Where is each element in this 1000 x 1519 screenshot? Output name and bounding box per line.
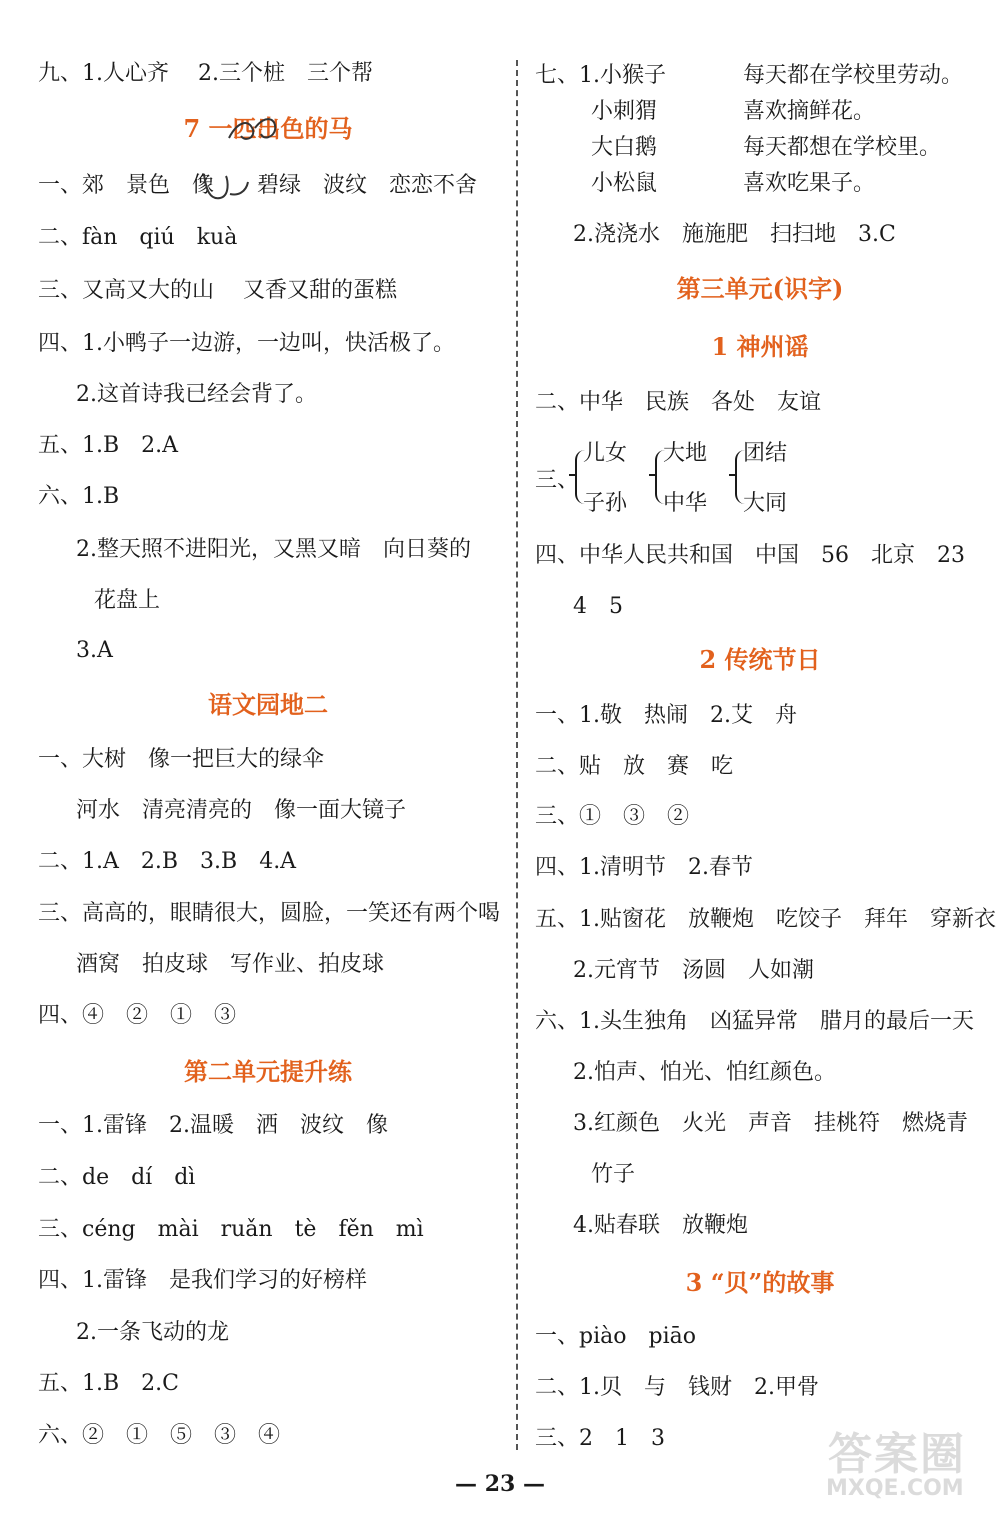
answer-line: 每天都想在学校里。 — [743, 135, 942, 160]
answer-line: 三、高高的，眼睛很大，圆脸，一笑还有两个喝 — [38, 901, 501, 926]
answer-line: 七、1.小猴子 — [535, 63, 666, 88]
answer-line: 2.元宵节 汤圆 人如潮 — [573, 958, 814, 983]
answer-line: 五、1.B 2.C — [38, 1371, 179, 1396]
column-divider — [516, 60, 518, 1450]
answer-line: 3.A — [76, 638, 113, 663]
answer-line: 三、 — [535, 468, 580, 493]
watermark-url: MXQE.COM — [826, 1476, 964, 1501]
answer-line: 二、1.贝 与 钱财 2.甲骨 — [535, 1375, 819, 1400]
section-heading: 第三单元(识字) — [676, 274, 844, 303]
answer-line: 四、1.雷锋 是我们学习的好榜样 — [38, 1268, 367, 1293]
page-number: — 23 — — [455, 1471, 545, 1497]
section-heading: 3 “贝”的故事 — [685, 1268, 835, 1297]
answer-line: 一、1.敬 热闹 2.艾 舟 — [535, 703, 797, 728]
section-heading: 语文园地二 — [208, 690, 328, 719]
section-heading: 第二单元提升练 — [184, 1057, 352, 1086]
answer-line: 酒窝 拍皮球 写作业、拍皮球 — [76, 952, 385, 977]
answer-line: 3.红颜色 火光 声音 挂桃符 燃烧青 — [573, 1111, 968, 1136]
watermark-logo-text: 答案圈 — [828, 1429, 966, 1480]
answer-line: 一、1.雷锋 2.温暖 洒 波纹 像 — [38, 1113, 388, 1138]
answer-line: 2.一条飞动的龙 — [76, 1320, 229, 1345]
answer-line: 二、1.A 2.B 3.B 4.A — [38, 849, 297, 874]
answer-line: 二、de dí dì — [38, 1165, 196, 1190]
answer-line: 九、1.人心齐 2.三个桩 三个帮 — [38, 61, 373, 86]
answer-line: 喜欢吃果子。 — [743, 171, 876, 196]
brace-answer-group — [535, 440, 835, 516]
answer-line: 二、中华 民族 各处 友谊 — [535, 390, 822, 415]
answer-line: 一、大树 像一把巨大的绿伞 — [38, 747, 325, 772]
answer-line: 三、又高又大的山 又香又甜的蛋糕 — [38, 278, 397, 303]
answer-line: 竹子 — [591, 1162, 636, 1187]
answer-line: 三、céng mài ruǎn tè fěn mì — [38, 1217, 424, 1242]
answer-line: 二、fàn qiú kuà — [38, 225, 238, 250]
section-heading: 2 传统节日 — [699, 645, 821, 674]
answer-line: 四、④ ② ① ③ — [38, 1003, 237, 1028]
brace-word: 中华 — [663, 491, 708, 516]
brace-word: 大地 — [663, 441, 708, 466]
answer-line: 河水 清亮清亮的 像一面大镜子 — [76, 798, 407, 823]
answer-line: 一、piào piāo — [535, 1324, 696, 1349]
brace-word: 团结 — [743, 441, 788, 466]
answer-line: 2.整天照不进阳光，又黑又暗 向日葵的 — [76, 537, 471, 562]
answer-line: 2.怕声、怕光、怕红颜色。 — [573, 1060, 836, 1085]
brace-word: 子孙 — [583, 491, 628, 516]
answer-line: 五、1.B 2.A — [38, 433, 179, 458]
answer-line: 五、1.贴窗花 放鞭炮 吃饺子 拜年 穿新衣 — [535, 907, 996, 932]
answer-line: 4 5 — [573, 594, 623, 619]
answer-line: 二、贴 放 赛 吃 — [535, 754, 734, 779]
answer-line: 花盘上 — [94, 588, 161, 613]
answer-line: 小刺猬 — [591, 99, 658, 124]
answer-line: 三、① ③ ② — [535, 804, 690, 829]
section-heading: 7 一匹出色的马 — [183, 114, 353, 143]
answer-line: 四、中华人民共和国 中国 56 北京 23 — [535, 543, 965, 568]
answer-line: 三、2 1 3 — [535, 1426, 665, 1451]
answer-line: 六、1.B — [38, 484, 120, 509]
watermark-logo — [822, 1418, 987, 1513]
answer-line: 一、郊 景色 像 碧绿 波纹 恋恋不舍 — [38, 173, 477, 198]
answer-line: 小松鼠 — [591, 171, 658, 196]
brace-word: 儿女 — [583, 441, 628, 466]
answer-line: 大白鹅 — [591, 135, 658, 160]
answer-line: 四、1.清明节 2.春节 — [535, 855, 753, 880]
answer-line: 2.这首诗我已经会背了。 — [76, 382, 317, 407]
answer-line: 2.浇浇水 施施肥 扫扫地 3.C — [573, 222, 896, 247]
answer-line: 4.贴春联 放鞭炮 — [573, 1213, 748, 1238]
section-heading: 1 神州谣 — [711, 332, 809, 361]
answer-line: 六、② ① ⑤ ③ ④ — [38, 1423, 281, 1448]
answer-line: 每天都在学校里劳动。 — [743, 63, 964, 88]
answer-line: 六、1.头生独角 凶猛异常 腊月的最后一天 — [535, 1009, 974, 1034]
answer-line: 喜欢摘鲜花。 — [743, 99, 876, 124]
brace-word: 大同 — [743, 491, 788, 516]
answer-line: 四、1.小鸭子一边游，一边叫，快活极了。 — [38, 331, 455, 356]
